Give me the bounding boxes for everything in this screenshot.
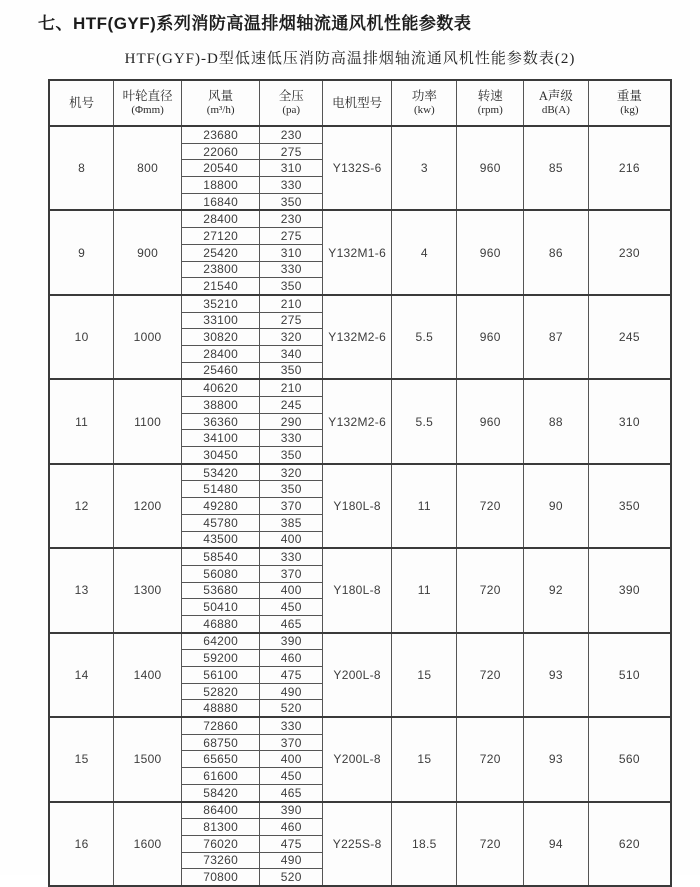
column-label: 风量 <box>208 89 234 103</box>
column-header-impeller-diameter <box>114 80 182 126</box>
cell-impeller-diameter: 1300 <box>114 548 182 632</box>
column-unit: (kw) <box>413 104 435 117</box>
cell-air-flow: 53680 <box>181 582 259 599</box>
cell-impeller-diameter: 800 <box>114 126 182 210</box>
cell-total-pressure: 290 <box>260 413 323 430</box>
cell-impeller-diameter: 1400 <box>114 633 182 717</box>
table-head <box>49 80 671 126</box>
cell-motor-model: Y180L-8 <box>323 548 392 632</box>
cell-motor-model: Y132S-6 <box>323 126 392 210</box>
cell-noise-level: 93 <box>524 633 589 717</box>
cell-air-flow: 56080 <box>181 565 259 582</box>
cell-air-flow: 70800 <box>181 869 259 886</box>
cell-air-flow: 68750 <box>181 734 259 751</box>
table-row-machine-11 <box>49 379 671 396</box>
cell-noise-level: 94 <box>524 802 589 886</box>
column-unit: (rpm) <box>477 104 503 117</box>
cell-total-pressure: 465 <box>260 784 323 801</box>
table-row-machine-16 <box>49 802 671 819</box>
column-header-weight <box>588 80 671 126</box>
table-row-machine-13 <box>49 548 671 565</box>
cell-total-pressure: 350 <box>260 447 323 464</box>
cell-total-pressure: 490 <box>260 683 323 700</box>
cell-total-pressure: 450 <box>260 599 323 616</box>
cell-air-flow: 48880 <box>181 700 259 717</box>
table-row-machine-8 <box>49 126 671 143</box>
cell-power: 5.5 <box>392 379 457 463</box>
cell-air-flow: 23680 <box>181 126 259 143</box>
cell-total-pressure: 310 <box>260 160 323 177</box>
cell-speed: 720 <box>457 717 524 801</box>
cell-air-flow: 25460 <box>181 362 259 379</box>
cell-power: 15 <box>392 717 457 801</box>
cell-weight: 350 <box>588 464 671 548</box>
cell-total-pressure: 400 <box>260 751 323 768</box>
cell-total-pressure: 350 <box>260 193 323 210</box>
column-label: 叶轮直径 <box>122 89 173 103</box>
cell-total-pressure: 390 <box>260 802 323 819</box>
table-title: HTF(GYF)-D型低速低压消防高温排烟轴流通风机性能参数表(2) <box>124 51 576 67</box>
cell-air-flow: 27120 <box>181 228 259 245</box>
table-row-machine-14 <box>49 633 671 650</box>
cell-noise-level: 87 <box>524 295 589 379</box>
cell-total-pressure: 400 <box>260 582 323 599</box>
cell-noise-level: 86 <box>524 210 589 294</box>
cell-air-flow: 50410 <box>181 599 259 616</box>
cell-air-flow: 28400 <box>181 210 259 227</box>
cell-air-flow: 35210 <box>181 295 259 312</box>
cell-weight: 510 <box>588 633 671 717</box>
cell-air-flow: 51480 <box>181 481 259 498</box>
cell-motor-model: Y132M2-6 <box>323 379 392 463</box>
table-row-machine-10 <box>49 295 671 312</box>
cell-air-flow: 65650 <box>181 751 259 768</box>
cell-air-flow: 23800 <box>181 261 259 278</box>
cell-total-pressure: 460 <box>260 650 323 667</box>
column-label: 转速 <box>477 89 503 103</box>
cell-total-pressure: 275 <box>260 312 323 329</box>
cell-impeller-diameter: 1200 <box>114 464 182 548</box>
cell-speed: 960 <box>457 295 524 379</box>
cell-weight: 245 <box>588 295 671 379</box>
cell-speed: 960 <box>457 379 524 463</box>
cell-machine-no: 9 <box>49 210 114 294</box>
cell-air-flow: 58540 <box>181 548 259 565</box>
cell-air-flow: 52820 <box>181 683 259 700</box>
column-unit: dB(A) <box>541 104 570 117</box>
cell-impeller-diameter: 1500 <box>114 717 182 801</box>
table-row-machine-9 <box>49 210 671 227</box>
cell-air-flow: 43500 <box>181 531 259 548</box>
cell-total-pressure: 390 <box>260 633 323 650</box>
table-row-machine-12 <box>49 464 671 481</box>
column-unit: (kg) <box>620 104 639 117</box>
cell-total-pressure: 210 <box>260 379 323 396</box>
cell-total-pressure: 490 <box>260 852 323 869</box>
cell-total-pressure: 460 <box>260 819 323 836</box>
cell-machine-no: 10 <box>49 295 114 379</box>
cell-speed: 960 <box>457 126 524 210</box>
cell-air-flow: 40620 <box>181 379 259 396</box>
cell-total-pressure: 475 <box>260 667 323 684</box>
cell-power: 4 <box>392 210 457 294</box>
cell-speed: 720 <box>457 548 524 632</box>
cell-air-flow: 64200 <box>181 633 259 650</box>
cell-impeller-diameter: 1600 <box>114 802 182 886</box>
cell-motor-model: Y132M2-6 <box>323 295 392 379</box>
cell-air-flow: 30450 <box>181 447 259 464</box>
column-label: A声级 <box>538 89 573 103</box>
cell-air-flow: 20540 <box>181 160 259 177</box>
cell-total-pressure: 320 <box>260 329 323 346</box>
cell-air-flow: 72860 <box>181 717 259 734</box>
cell-air-flow: 59200 <box>181 650 259 667</box>
cell-air-flow: 49280 <box>181 498 259 515</box>
column-header-speed <box>457 80 524 126</box>
cell-air-flow: 28400 <box>181 345 259 362</box>
cell-power: 15 <box>392 633 457 717</box>
cell-impeller-diameter: 1100 <box>114 379 182 463</box>
cell-total-pressure: 275 <box>260 228 323 245</box>
cell-motor-model: Y180L-8 <box>323 464 392 548</box>
cell-air-flow: 21540 <box>181 278 259 295</box>
cell-motor-model: Y200L-8 <box>323 633 392 717</box>
cell-machine-no: 13 <box>49 548 114 632</box>
cell-machine-no: 8 <box>49 126 114 210</box>
cell-speed: 720 <box>457 464 524 548</box>
cell-impeller-diameter: 1000 <box>114 295 182 379</box>
cell-air-flow: 33100 <box>181 312 259 329</box>
fan-spec-table <box>48 79 672 887</box>
column-unit: (m³/h) <box>206 104 235 117</box>
cell-total-pressure: 370 <box>260 734 323 751</box>
cell-air-flow: 58420 <box>181 784 259 801</box>
column-header-total-pressure <box>260 80 323 126</box>
cell-total-pressure: 230 <box>260 126 323 143</box>
cell-total-pressure: 450 <box>260 768 323 785</box>
cell-total-pressure: 330 <box>260 430 323 447</box>
cell-speed: 960 <box>457 210 524 294</box>
cell-total-pressure: 385 <box>260 514 323 531</box>
cell-air-flow: 16840 <box>181 193 259 210</box>
column-unit: (Φmm) <box>131 104 164 117</box>
cell-total-pressure: 370 <box>260 565 323 582</box>
column-label: 功率 <box>411 89 437 103</box>
cell-power: 18.5 <box>392 802 457 886</box>
cell-weight: 560 <box>588 717 671 801</box>
cell-air-flow: 76020 <box>181 835 259 852</box>
cell-power: 11 <box>392 548 457 632</box>
cell-total-pressure: 275 <box>260 143 323 160</box>
cell-total-pressure: 520 <box>260 700 323 717</box>
cell-total-pressure: 330 <box>260 177 323 194</box>
cell-power: 5.5 <box>392 295 457 379</box>
cell-air-flow: 25420 <box>181 244 259 261</box>
cell-machine-no: 16 <box>49 802 114 886</box>
cell-weight: 620 <box>588 802 671 886</box>
cell-machine-no: 14 <box>49 633 114 717</box>
column-label: 重量 <box>616 89 642 103</box>
cell-air-flow: 53420 <box>181 464 259 481</box>
column-header-power <box>392 80 457 126</box>
column-unit: (pa) <box>282 104 301 117</box>
cell-total-pressure: 330 <box>260 548 323 565</box>
cell-impeller-diameter: 900 <box>114 210 182 294</box>
cell-noise-level: 93 <box>524 717 589 801</box>
cell-machine-no: 11 <box>49 379 114 463</box>
cell-total-pressure: 320 <box>260 464 323 481</box>
cell-power: 3 <box>392 126 457 210</box>
cell-motor-model: Y132M1-6 <box>323 210 392 294</box>
column-header-noise-level <box>524 80 589 126</box>
column-label: 机号 <box>69 95 95 110</box>
cell-total-pressure: 465 <box>260 615 323 632</box>
cell-total-pressure: 350 <box>260 362 323 379</box>
column-header-motor-model <box>323 80 392 126</box>
cell-total-pressure: 350 <box>260 278 323 295</box>
cell-noise-level: 92 <box>524 548 589 632</box>
cell-total-pressure: 310 <box>260 244 323 261</box>
cell-speed: 720 <box>457 633 524 717</box>
column-header-machine-no <box>49 80 114 126</box>
table-body <box>49 126 671 886</box>
cell-air-flow: 34100 <box>181 430 259 447</box>
header-row <box>49 80 671 126</box>
cell-motor-model: Y225S-8 <box>323 802 392 886</box>
cell-air-flow: 22060 <box>181 143 259 160</box>
cell-air-flow: 86400 <box>181 802 259 819</box>
cell-air-flow: 38800 <box>181 397 259 414</box>
cell-speed: 720 <box>457 802 524 886</box>
cell-machine-no: 12 <box>49 464 114 548</box>
cell-weight: 390 <box>588 548 671 632</box>
cell-motor-model: Y200L-8 <box>323 717 392 801</box>
cell-total-pressure: 475 <box>260 835 323 852</box>
cell-total-pressure: 330 <box>260 717 323 734</box>
column-label: 电机型号 <box>332 95 383 110</box>
page-title: 七、HTF(GYF)系列消防高温排烟轴流通风机性能参数表 <box>38 14 472 33</box>
cell-air-flow: 81300 <box>181 819 259 836</box>
cell-noise-level: 88 <box>524 379 589 463</box>
cell-air-flow: 61600 <box>181 768 259 785</box>
cell-total-pressure: 245 <box>260 397 323 414</box>
column-label: 全压 <box>278 89 304 103</box>
cell-total-pressure: 330 <box>260 261 323 278</box>
cell-air-flow: 46880 <box>181 615 259 632</box>
cell-machine-no: 15 <box>49 717 114 801</box>
cell-air-flow: 73260 <box>181 852 259 869</box>
table-row-machine-15 <box>49 717 671 734</box>
cell-total-pressure: 400 <box>260 531 323 548</box>
cell-total-pressure: 230 <box>260 210 323 227</box>
cell-power: 11 <box>392 464 457 548</box>
cell-total-pressure: 340 <box>260 345 323 362</box>
cell-total-pressure: 520 <box>260 869 323 886</box>
column-header-air-flow <box>181 80 259 126</box>
cell-weight: 230 <box>588 210 671 294</box>
cell-total-pressure: 350 <box>260 481 323 498</box>
cell-total-pressure: 370 <box>260 498 323 515</box>
cell-air-flow: 45780 <box>181 514 259 531</box>
cell-air-flow: 30820 <box>181 329 259 346</box>
cell-weight: 310 <box>588 379 671 463</box>
cell-noise-level: 85 <box>524 126 589 210</box>
cell-total-pressure: 210 <box>260 295 323 312</box>
cell-weight: 216 <box>588 126 671 210</box>
cell-air-flow: 18800 <box>181 177 259 194</box>
cell-air-flow: 56100 <box>181 667 259 684</box>
cell-noise-level: 90 <box>524 464 589 548</box>
cell-air-flow: 36360 <box>181 413 259 430</box>
